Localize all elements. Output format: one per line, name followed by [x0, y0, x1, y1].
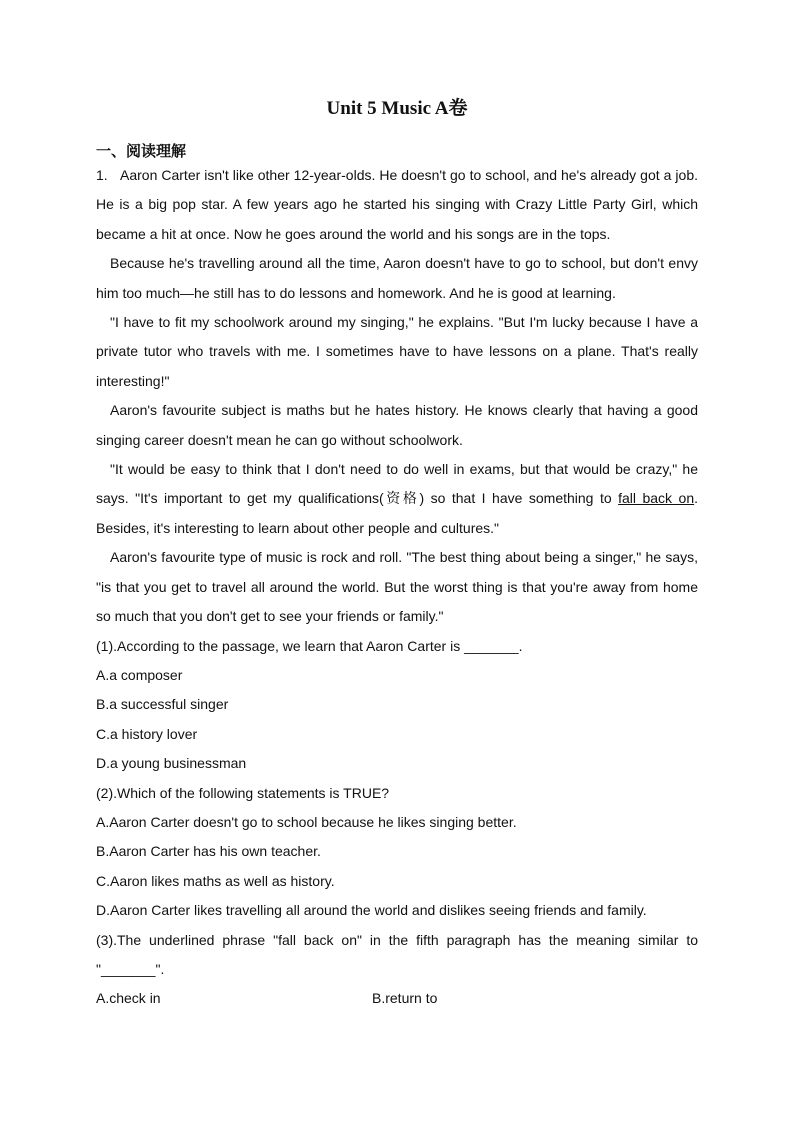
passage-paragraph-6: Aaron's favourite type of music is rock and roll. "The best thing about being a singer," he says, "is that you get to travel all around the world. But the worst thing is that you're away from home so much that you don't get to see your friends or family." — [96, 549, 698, 625]
question-3-stem: (3).The underlined phrase "fall back on" in the fifth paragraph has the meaning similar to "_______". — [96, 931, 698, 977]
question-2-option-d: D.Aaron Carter likes travelling all around the world and dislikes seeing friends and family. — [96, 902, 647, 919]
question-1-option-d: D.a young businessman — [96, 755, 247, 772]
question-2-option-c: C.Aaron likes maths as well as history. — [96, 872, 335, 889]
question-2-stem: (2).Which of the following statements is TRUE? — [96, 784, 390, 801]
question-2-option-a: A.Aaron Carter doesn't go to school because he likes singing better. — [96, 813, 517, 830]
passage-paragraph-4: Aaron's favourite subject is maths but he hates history. He knows clearly that having a good singing career doesn't mean he can go without schoolwork. — [96, 402, 698, 448]
question-1-option-b: B.a successful singer — [96, 696, 229, 713]
question-1-option-a: A.a composer — [96, 666, 183, 683]
question-number: 1. — [96, 167, 108, 183]
question-3-option-b: B.return to — [372, 990, 438, 1007]
underlined-phrase: fall back on — [618, 490, 695, 507]
question-1-stem: (1).According to the passage, we learn that Aaron Carter is _______. — [96, 637, 523, 654]
question-3-option-a: A.check in — [96, 990, 161, 1007]
passage-paragraph-1: 1. Aaron Carter isn't like other 12-year-olds. He doesn't go to school, and he's already got a job. He is a big pop star. A few years ago he started his singing with Crazy Little Party Girl, which became a hit at once. Now he goes around the world and his songs are in the tops. — [96, 161, 698, 249]
passage-paragraph-5: "It would be easy to think that I don't need to do well in exams, but that would be crazy," he says. "It's important to get my qualifications(资格) so that I have something to fall back on. Besides, it's interesting to learn about other people and cultures." — [96, 461, 698, 536]
question-1-option-c: C.a history lover — [96, 725, 198, 742]
question-3-options-row — [96, 984, 698, 1013]
question-2-option-b: B.Aaron Carter has his own teacher. — [96, 843, 321, 860]
section-heading: 一、阅读理解 — [96, 143, 187, 160]
reading-section — [96, 161, 698, 1014]
document-title: Unit 5 Music A卷 — [326, 98, 468, 119]
passage-paragraph-2: Because he's travelling around all the time, Aaron doesn't have to go to school, but don't envy him too much—he still has to do lessons and homework. And he is good at learning. — [96, 255, 698, 301]
passage-paragraph-3: "I have to fit my schoolwork around my singing," he explains. "But I'm lucky because I have a private tutor who travels with me. I sometimes have to have lessons on a plane. That's really interesting!" — [96, 314, 698, 389]
